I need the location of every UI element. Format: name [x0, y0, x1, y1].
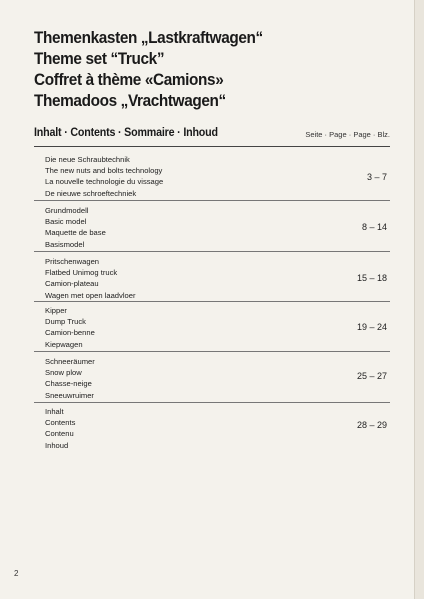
entry-divider — [34, 251, 390, 252]
entry-lines — [45, 406, 75, 451]
entry-line-de: Inhalt — [45, 407, 64, 416]
entry-line-fr: Maquette de base — [45, 228, 106, 238]
entry-line-de: Pritschenwagen — [45, 257, 100, 266]
entry-pages: 19 – 24 — [356, 322, 387, 332]
entry-line-en: Dump Truck — [45, 317, 86, 327]
entry-lines — [45, 154, 163, 199]
entry-line-de: Grundmodell — [45, 206, 89, 215]
page-number: 2 — [14, 569, 19, 578]
title-block — [34, 28, 394, 112]
entry-lines — [45, 356, 95, 401]
title-english: Theme set “Truck” — [34, 50, 165, 68]
entry-pages: 25 – 27 — [356, 371, 387, 381]
entry-line-en: Snow plow — [45, 368, 82, 378]
entry-line-nl: De nieuwe schroeftechniek — [45, 188, 137, 198]
toc-header — [34, 127, 390, 143]
entry-line-nl: Sneeuwruimer — [45, 390, 94, 400]
entry-divider — [34, 402, 390, 403]
entry-line-fr: Contenu — [45, 429, 74, 439]
entry-line-de: Kipper — [45, 306, 67, 315]
entry-line-fr: Camion-plateau — [45, 279, 99, 289]
page-column-heading: Seite · Page · Page · Blz. — [305, 130, 390, 139]
entry-line-nl: Inhoud — [45, 440, 69, 450]
title-french: Coffret à thème «Camions» — [34, 71, 224, 89]
entry-line-fr: Camion-benne — [45, 328, 95, 338]
header-divider — [34, 146, 390, 147]
entry-line-en: Basic model — [45, 217, 87, 227]
entry-divider — [34, 301, 390, 302]
entry-line-nl: Basismodel — [45, 239, 85, 249]
entry-line-fr: La nouvelle technologie du vissage — [45, 177, 164, 187]
entry-line-nl: Wagen met open laadvloer — [45, 290, 136, 300]
entry-pages: 28 – 29 — [356, 420, 387, 430]
entry-line-fr: Chasse-neige — [45, 379, 92, 389]
toc-heading: Inhalt · Contents · Sommaire · Inhoud — [34, 127, 218, 139]
entry-pages: 3 – 7 — [366, 172, 387, 182]
page-edge — [414, 0, 424, 599]
title-german: Themenkasten „Lastkraftwagen“ — [34, 29, 263, 47]
entry-line-en: The new nuts and bolts technology — [45, 166, 163, 176]
entry-pages: 15 – 18 — [356, 273, 387, 283]
entry-line-de: Schneeräumer — [45, 357, 95, 366]
entry-line-de: Die neue Schraubtechnik — [45, 155, 130, 164]
entry-line-en: Flatbed Unimog truck — [45, 268, 118, 278]
entry-line-en: Contents — [45, 418, 76, 428]
entry-lines — [45, 205, 106, 250]
title-dutch: Themadoos „Vrachtwagen“ — [34, 92, 226, 110]
entry-lines — [45, 305, 95, 350]
entry-lines — [45, 256, 135, 301]
entry-line-nl: Kiepwagen — [45, 339, 83, 349]
entry-pages: 8 – 14 — [361, 222, 387, 232]
entry-divider — [34, 351, 390, 352]
entry-divider — [34, 200, 390, 201]
